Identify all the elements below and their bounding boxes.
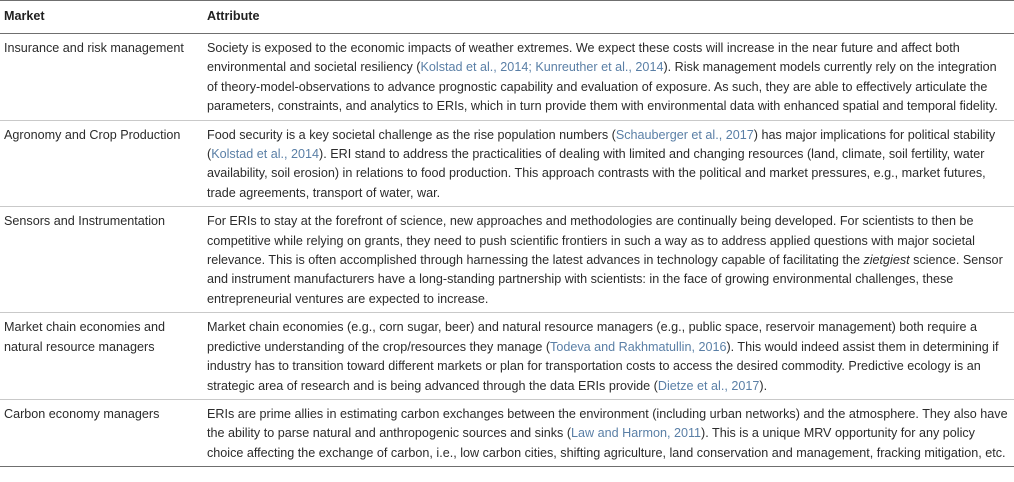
citation-link[interactable]: Kolstad et al., 2014 xyxy=(211,147,320,162)
market-cell: Insurance and risk management xyxy=(0,34,203,121)
table-row xyxy=(0,207,1014,313)
citation-link[interactable]: Schauberger et al., 2017 xyxy=(615,127,754,142)
citation-link[interactable]: Dietze et al., 2017 xyxy=(657,378,760,393)
attribute-text: ). ERI stand to address the practicalities of dealing with limited and changing resources (land, climate, soil fertility, water availability, soil erosion) in relations to food production. This approach contrasts with the political and market pressures, e.g., market futures, trade agreements, transport of water, war. xyxy=(207,147,986,200)
attribute-text: For ERIs to stay at the forefront of science, new approaches and methodologies are continually being developed. For scientists to then be competitive while relying on grants, they need to push scientific frontiers in such a way as to address applied questions with major societal relevance. This is often accomplished through harnessing the latest advances in technology capable of facilitating the xyxy=(207,214,975,268)
attribute-text: ). Risk management models currently rely on the integration of theory-model-observations to advance prognostic capability and evaluation of exposure. As such, they are able to effectively articulate the parameters, constraints, and analytics to ERIs, which in turn provide them with environmental data with enhanced spatial and temporal fidelity. xyxy=(207,60,998,114)
attribute-text: Food security is a key societal challenge as the rise population numbers ( xyxy=(207,127,616,142)
table-row xyxy=(0,313,1014,400)
attribute-text: science. Sensor and instrument manufacturers have a long-standing partnership with scientists: in the face of growing environmental challenges, these entrepreneurial ventures are expected to increase. xyxy=(207,253,1003,306)
header-market: Market xyxy=(0,1,203,34)
attribute-text: ). This is a unique MRV opportunity for any policy choice affecting the exchange of carbon, i.e., low carbon cities, shifting agriculture, land conservation and management, fracking mitigation, etc. xyxy=(207,426,1006,460)
attribute-text: Society is exposed to the economic impacts of weather extremes. We expect these costs will increase in the near future and affect both environmental and societal resiliency ( xyxy=(207,41,960,75)
market-cell: Agronomy and Crop Production xyxy=(0,120,203,207)
attribute-cell xyxy=(203,313,1014,400)
citation-link[interactable]: Law and Harmon, 2011 xyxy=(571,426,702,441)
header-row xyxy=(0,1,1014,34)
market-cell: Market chain economies and natural resource managers xyxy=(0,313,203,400)
market-cell: Sensors and Instrumentation xyxy=(0,207,203,313)
citation-link[interactable]: Todeva and Rakhmatullin, 2016 xyxy=(550,339,727,354)
attribute-text: ) has major implications for political stability ( xyxy=(207,127,996,162)
attribute-text: ). xyxy=(759,378,768,393)
emphasized-text: zietgiest xyxy=(863,253,910,268)
table-header xyxy=(0,1,1014,34)
table-row xyxy=(0,120,1014,207)
attribute-cell xyxy=(203,34,1014,121)
header-attribute: Attribute xyxy=(203,1,1014,34)
market-cell: Carbon economy managers xyxy=(0,399,203,466)
attribute-cell xyxy=(203,399,1014,466)
attribute-text: Market chain economies (e.g., corn sugar, beer) and natural resource managers (e.g., public space, reservoir management) both require a predictive understanding of the crop/resources they manage ( xyxy=(207,320,978,354)
citation-link[interactable]: Kolstad et al., 2014; Kunreuther et al., 2014 xyxy=(420,60,664,75)
attribute-text: ERIs are prime allies in estimating carbon exchanges between the environment (including urban networks) and the atmosphere. They also have the ability to parse natural and anthropogenic sources and sinks ( xyxy=(207,406,1008,441)
table-row xyxy=(0,399,1014,466)
attribute-text: ). This would indeed assist them in determining if industry has to transition toward different markets or plan for transportation costs to access the desired commodity. Predictive ecology is an strategic area of research and is being advanced through the data ERIs provide ( xyxy=(207,339,999,393)
attribute-cell xyxy=(203,207,1014,313)
attribute-cell xyxy=(203,120,1014,207)
table-body xyxy=(0,34,1014,467)
table-row xyxy=(0,34,1014,121)
